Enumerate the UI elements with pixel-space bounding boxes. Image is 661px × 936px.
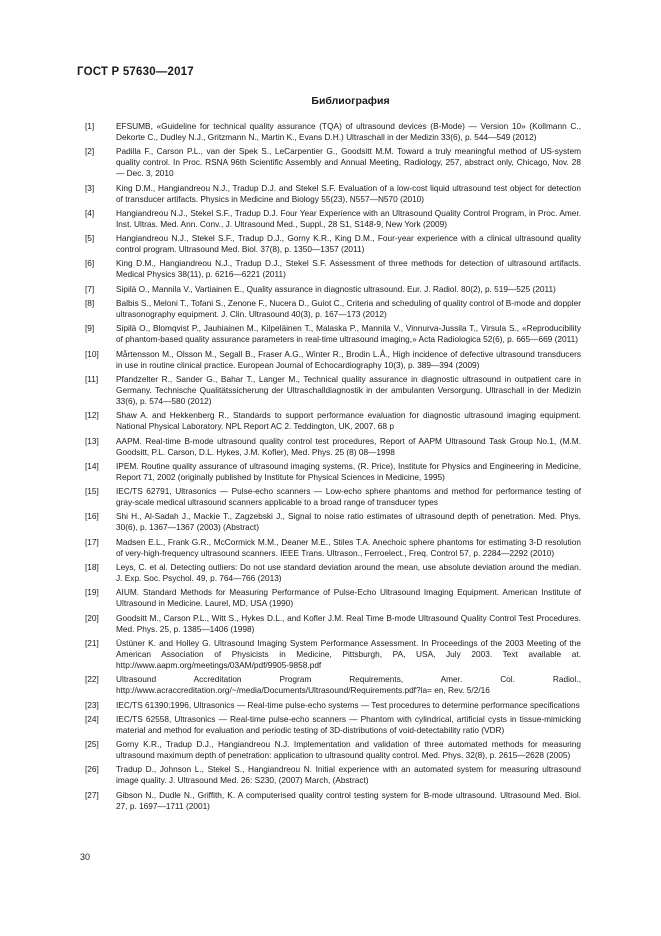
reference-number: [3] — [85, 182, 95, 193]
reference-item — [85, 410, 581, 432]
reference-item — [85, 349, 581, 371]
reference-item — [85, 700, 581, 711]
reference-number: [20] — [85, 612, 99, 623]
reference-item — [85, 323, 581, 345]
reference-item — [85, 183, 581, 205]
reference-text: Gorny K.R., Tradup D.J., Hangiandreou N.J. Implementation and validation of three automated methods for measuring ultrasound maximum depth of penetration: application to ultrasound quality control. Med. Phys. 32(8), p. 2615—2628 (2005) — [116, 739, 581, 761]
reference-text: Ultrasound Accreditation Program Requirements, Amer. Col. Radiol., http://www.acraccreditation.org/~/media/Documents/Ultrasound/Requirements.pdf?la= en, Rev. 5/2/16 — [116, 674, 581, 696]
reference-item — [85, 233, 581, 255]
reference-number: [12] — [85, 410, 99, 421]
reference-text: IEC/TS 62558, Ultrasonics — Real-time pulse-echo scanners — Phantom with cylindrical, artificial cysts in tissue-mimicking material and method for evaluation and periodic testing of 3D-distributions of void-detectability ratio (VDR) — [116, 713, 581, 735]
reference-number: [11] — [85, 373, 99, 384]
reference-text: Padilla F., Carson P.L., van der Spek S., LeCarpentier G., Goodsitt M.M. Toward a truly meaningful method of US-system quality control. In Proc. RSNA 96th Scientific Assembly and Annual Meeting, Radiology, 257, abstract only, Chicago, Nov. 28 — Dec. 3, 2010 — [116, 146, 581, 179]
reference-number: [25] — [85, 739, 99, 750]
reference-text: Madsen E.L., Frank G.R., McCormick M.M., Deaner M.E., Stiles T.A. Anechoic sphere phantoms for estimating 3-D resolution of very-high-frequency ultrasound scanners. IEEE Trans. Ultrason., Ferroelect., Freq. Control 57, p. 2284—2292 (2010) — [116, 536, 581, 558]
reference-number: [15] — [85, 486, 99, 497]
reference-text: IEC/TS 61390:1996, Ultrasonics — Real-time pulse-echo systems — Test procedures to determine performance specifications — [116, 699, 580, 710]
reference-text: AIUM. Standard Methods for Measuring Performance of Pulse-Echo Ultrasound Imaging Equipment. American Institute of Ultrasound in Medicine. Laurel, MD, USA (1990) — [116, 587, 581, 609]
reference-item — [85, 587, 581, 609]
reference-item — [85, 562, 581, 584]
section-title: Библиография — [311, 95, 390, 107]
reference-number: [23] — [85, 699, 99, 710]
reference-item — [85, 146, 581, 179]
reference-text: Üstüner K. and Holley G. Ultrasound Imaging System Performance Assessment. In Proceedings of the 2003 Meeting of the American Association of Physicists in Medicine, Pittsburgh, PA, USA, July 2003. Text available at. http://www.aapm.org/meetings/03AM/pdf/9905-9858.pdf — [116, 637, 581, 670]
reference-text: Shi H., Al-Sadah J., Mackie T., Zagzebski J., Signal to noise ratio estimates of ultrasound depth of penetration. Med. Phys. 30(6), p. 1367—1367 (2003) (Abstract) — [116, 511, 581, 533]
reference-number: [2] — [85, 146, 95, 157]
reference-text: Balbis S., Meloni T., Tofani S., Zenone F., Nucera D., Guiot C., Criteria and scheduling of quality control of B-mode and doppler ultrasonography equipment. J. Clin. Ultrasound 40(3), p. 167—173 (2012) — [116, 298, 581, 320]
reference-text: Mårtensson M., Olsson M., Segall B., Fraser A.G., Winter R., Brodin L.Å., High incidence of defective ultrasound transducers in use in routine clinical practice. European Journal of Echocardiography 10(3), p. 389—394 (2009) — [116, 348, 581, 370]
reference-number: [24] — [85, 713, 99, 724]
reference-number: [8] — [85, 298, 95, 309]
reference-number: [22] — [85, 674, 99, 685]
reference-number: [27] — [85, 789, 99, 800]
reference-number: [4] — [85, 207, 95, 218]
reference-number: [21] — [85, 637, 99, 648]
reference-number: [17] — [85, 536, 99, 547]
reference-number: [9] — [85, 323, 95, 334]
reference-number: [13] — [85, 435, 99, 446]
reference-item — [85, 613, 581, 635]
bibliography-list — [85, 121, 581, 815]
reference-item — [85, 511, 581, 533]
reference-number: [6] — [85, 258, 95, 269]
reference-item — [85, 436, 581, 458]
reference-number: [16] — [85, 511, 99, 522]
reference-number: [14] — [85, 460, 99, 471]
reference-text: Gibson N., Dudle N., Griffith, K. A computerised quality control testing system for B-mode ultrasound. Ultrasound Med. Biol. 27, p. 1697—1711 (2001) — [116, 789, 581, 811]
reference-item — [85, 284, 581, 295]
reference-item — [85, 790, 581, 812]
reference-text: Sipilä O., Mannila V., Vartiainen E., Quality assurance in diagnostic ultrasound. Eur. J. Radiol. 80(2), p. 519—525 (2011) — [116, 283, 556, 294]
reference-item — [85, 537, 581, 559]
reference-text: Leys, C. et al. Detecting outliers: Do not use standard deviation around the mean, use absolute deviation around the median. J. Exp. Soc. Psychol. 49, p. 764—766 (2013) — [116, 562, 581, 584]
reference-text: King D.M., Hangiandreou N.J., Tradup D.J. and Stekel S.F. Evaluation of a low-cost liquid ultrasound test object for detection of transducer artifacts. Physics in Medicine and Biology 55(23), N557—N570 (2010) — [116, 182, 581, 204]
reference-number: [18] — [85, 562, 99, 573]
reference-number: [5] — [85, 233, 95, 244]
document-header: ГОСТ Р 57630—2017 — [77, 66, 194, 78]
reference-item — [85, 486, 581, 508]
reference-number: [10] — [85, 348, 99, 359]
reference-item — [85, 258, 581, 280]
reference-item — [85, 674, 581, 696]
reference-item — [85, 638, 581, 671]
reference-item — [85, 298, 581, 320]
reference-item — [85, 714, 581, 736]
reference-item — [85, 121, 581, 143]
reference-text: IPEM. Routine quality assurance of ultrasound imaging systems, (R. Price), Institute for Physics and Engineering in Medicine, Report 71, 2002 (originally published by Institute for Physical Sciences in Medicine, 1995) — [116, 460, 581, 482]
reference-text: Hangiandreou N.J., Stekel S.F., Tradup D.J., Gorny K.R., King D.M., Four-year experience with a clinical ultrasound quality control program. Ultrasound Med. Biol. 37(8), p. 1350—1357 (2011) — [116, 233, 581, 255]
reference-text: Shaw A. and Hekkenberg R., Standards to support performance evaluation for diagnostic ultrasound imaging equipment. National Physical Laboratory. NPL Report AC 2. Teddington, UK, 2007. 68 p — [116, 410, 581, 432]
reference-item — [85, 374, 581, 407]
reference-text: EFSUMB, «Guideline for technical quality assurance (TQA) of ultrasound devices (B-Mode) — Version 10» (Kollmann C., Dekorte C., Dudley N.J., Gritzmann N., Martin K., Evans D.H.) Ultraschall in der Medizin 33(6), p. 544—549 (2012) — [116, 121, 581, 142]
reference-number: [7] — [85, 283, 95, 294]
reference-text: AAPM. Real-time B-mode ultrasound quality control test procedures, Report of AAPM Ultrasound Task Group No.1, (M.M. Goodsitt, P.L. Carson, D.L. Hykes, J.M. Kofler), Med. Phys. 25 (8) 08—1998 — [116, 435, 581, 457]
reference-text: King D.M., Hangiandreou N.J., Tradup D.J., Stekel S.F. Assessment of three methods for detection of ultrasound artifacts. Medical Physics 38(11), p. 6216—6221 (2011) — [116, 258, 581, 280]
reference-text: Pfandzelter R., Sander G., Bahar T., Langer M., Technical quality assurance in diagnostic ultrasound in outpatient care in Germany. Technische Qualitätssicherung der Ultraschalldiagnostik in der ambulanten Versorgung. Ultraschall in der Medizin 33(6), p. 574—580 (2012) — [116, 373, 581, 406]
reference-text: Tradup D., Johnson L., Stekel S., Hangiandreou N. Initial experience with an automated system for measuring ultrasound image quality. J. Ultrasound Med. 26: S230, (2007) March, (Abstract) — [116, 764, 581, 786]
reference-text: IEC/TS 62791, Ultrasonics — Pulse-echo scanners — Low-echo sphere phantoms and method for performance testing of gray-scale medical ultrasound scanners applicable to a broad range of transducer types — [116, 486, 581, 508]
reference-text: Sipilä O., Blomqvist P., Jauhiainen M., Kilpeläinen T., Malaska P., Mannila V., Vinnurva-Jussila T., Virsula S., «Reproducibility of phantom-based quality assurance parameters in real-time ultrasound imaging,» Acta Radiologica 52(6), p. 665—669 (2011) — [116, 323, 581, 345]
reference-item — [85, 739, 581, 761]
reference-number: [1] — [85, 121, 95, 131]
reference-number: [19] — [85, 587, 99, 598]
reference-item — [85, 461, 581, 483]
reference-number: [26] — [85, 764, 99, 775]
page-number: 30 — [80, 852, 91, 862]
reference-text: Goodsitt M., Carson P.L., Witt S., Hykes D.L., and Kofler J.M. Real Time B-mode Ultrasound Quality Control Test Procedures. Med. Phys. 25, p. 1385—1406 (1998) — [116, 612, 581, 634]
reference-text: Hangiandreou N.J., Stekel S.F., Tradup D.J. Four Year Experience with an Ultrasound Quality Control Program, in Proc. Amer. Inst. Ultras. Med. Ann. Conv., J. Ultrasound Med., Suppl., 28 S1, S148-9, New York (2009) — [116, 207, 581, 229]
reference-item — [85, 208, 581, 230]
reference-item — [85, 764, 581, 786]
